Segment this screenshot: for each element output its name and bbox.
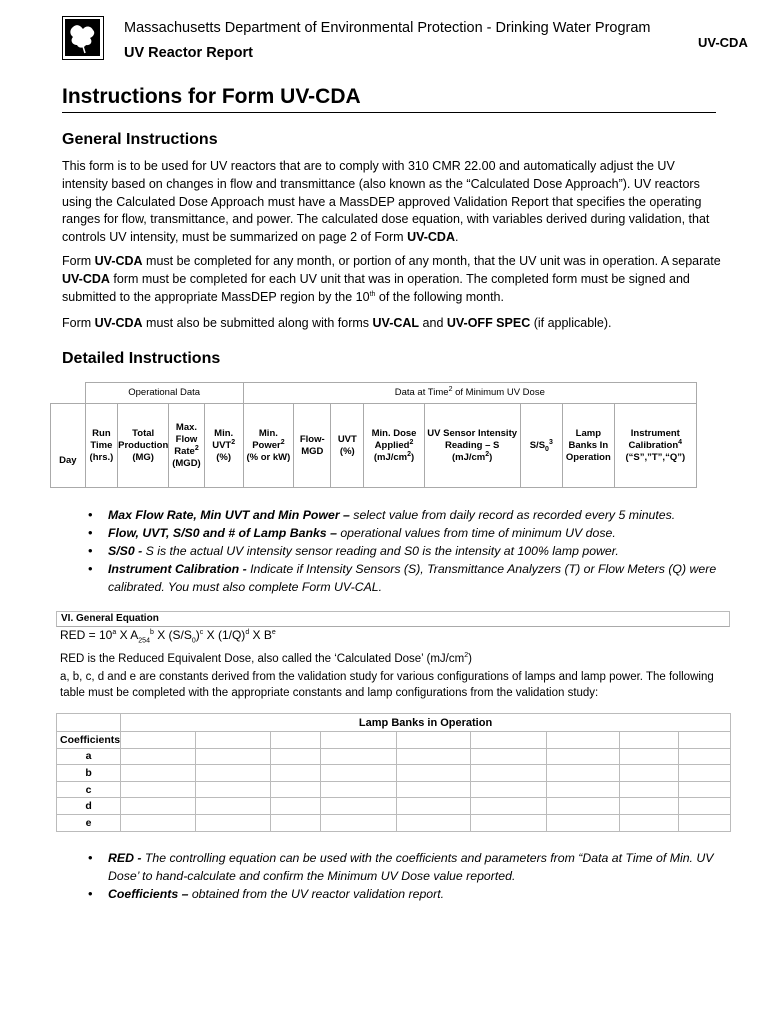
report-name: UV Reactor Report [124,45,253,61]
constants-description: a, b, c, d and e are constants derived from the validation study for various configurations of lamps and lamp power. The following table must be completed with the appropriate constants and lamp configurations from the validation study: [60,671,714,699]
lamp-banks-header: Lamp Banks in Operation [121,714,731,732]
col-max-flow: Max. Flow Rate$^2$ (MGD) [169,404,205,488]
general-equation: RED = $10^a$ X $A_{254}^b$ X $(S/S_0)^c$ X $(1/Q)^d$ X $B^e$ [60,628,276,645]
coefficients-table [56,713,731,832]
table-row: a [57,748,731,765]
table-row: e [57,814,731,831]
general-paragraph-2: Form UV-CDA must be completed for any month, or portion of any month, that the UV unit was in operation. A separate UV-CDA form must be completed for each UV unit that was in operation. The completed form must be signed and submitted to the appropriate MassDEP region by the 10th of the following month. [62,254,721,304]
list-item: • Flow, UVT, S/S0 and # of Lamp Banks – operational values from time of minimum UV dose. [84,524,724,542]
section-vi-header: VI. General Equation [56,611,730,627]
general-paragraph-3: Form UV-CDA must also be submitted along with forms UV-CAL and UV-OFF SPEC (if applicable). [62,316,612,330]
table-row: d [57,798,731,815]
col-instrument-calibration: Instrument Calibration$^4$ (“S”,”T”,“Q”) [614,404,696,488]
page-title: Instructions for Form UV-CDA [62,85,361,108]
col-min-uvt: Min. UVT$^2$ (%) [204,404,243,488]
col-s-s0: $S/S_0^3$ [520,404,563,488]
data-at-time-header: Data at Time$^2$ of Minimum UV Dose [243,383,696,404]
col-uvt: UVT (%) [331,404,364,488]
agency-name: Massachusetts Department of Environmental Protection - Drinking Water Program [124,20,651,36]
operational-data-table [50,382,697,488]
red-description: RED is the Reduced Equivalent Dose, also called the ‘Calculated Dose’ $(mJ/cm^2)$ [60,652,472,665]
equation-bullet-list [84,849,724,903]
col-sensor-reading: UV Sensor Intensity Reading – S $(mJ/cm^2)$ [424,404,520,488]
detailed-heading: Detailed Instructions [62,350,221,367]
list-item: • Coefficients – obtained from the UV reactor validation report. [84,885,724,903]
title-rule [62,112,716,113]
coefficients-label: Coefficients [57,732,121,749]
table-row: b [57,765,731,782]
col-total-production: Total Production (MG) [118,404,169,488]
col-min-power: Min. Power$^2$ (% or kW) [243,404,294,488]
col-day: Day [51,404,86,488]
list-item: • RED - The controlling equation can be used with the coefficients and parameters from “Data at Time of Min. UV Dose’ to hand-calculate and confirm the Minimum UV Dose value reported. [84,849,724,885]
col-min-dose: Min. Dose Applied$^2$ $(mJ/cm^2)$ [364,404,424,488]
form-id: UV-CDA [698,35,748,50]
list-item: • Instrument Calibration - Indicate if Intensity Sensors (S), Transmittance Analyzers (T) or Flow Meters (Q) were calibrated. You must also complete Form UV-CAL. [84,560,724,596]
table-row: c [57,781,731,798]
col-lamp-banks: Lamp Banks In Operation [563,404,615,488]
list-item: • Max Flow Rate, Min UVT and Min Power – select value from daily record as recorded every 5 minutes. [84,506,724,524]
col-flow: Flow- MGD [294,404,331,488]
detailed-bullet-list [84,506,724,596]
massdep-logo [62,16,104,60]
general-heading: General Instructions [62,131,218,148]
list-item: • S/S0 - S is the actual UV intensity sensor reading and S0 is the intensity at 100% lamp power. [84,542,724,560]
operational-data-header: Operational Data [85,383,243,404]
general-paragraph-1: This form is to be used for UV reactors that are to comply with 310 CMR 22.00 and automatically adjust the UV intensity based on changes in flow and transmittance (also known as the “Calculated Dose Approach”). UV reactors using the Calculated Dose Approach must have a MassDEP approved Validation Report that specifies the operating ranges for flow, transmittance, and power. The calculated dose equation, with variables derived during validation, that controls UV intensity, must be summarized on page 2 of Form UV-CDA. [62,159,710,245]
col-run-time: Run Time (hrs.) [85,404,117,488]
